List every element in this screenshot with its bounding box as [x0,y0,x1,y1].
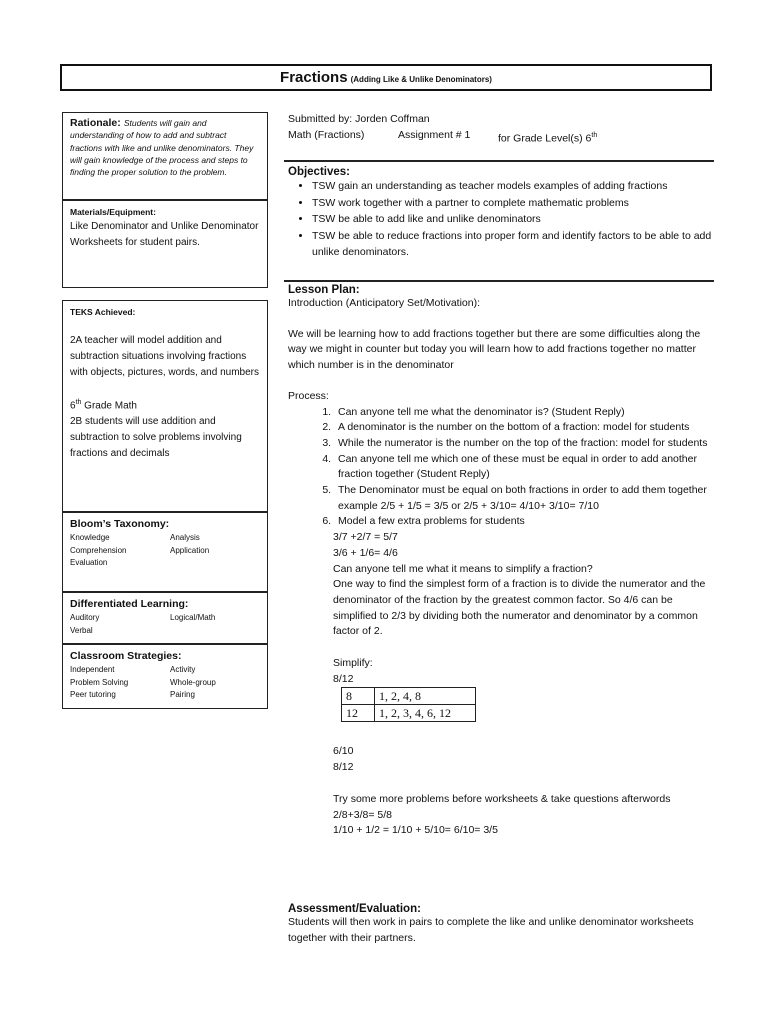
materials-box [62,200,268,288]
list-item: • TSW be able to reduce fractions into proper form and identify factors to be able to add unlike denominators. [312,228,712,261]
list-item: Logical/Math [170,613,216,622]
teks-grade-text: Grade Math [81,400,137,412]
page-title: Fractions [280,69,348,86]
list-item: Verbal [70,625,93,635]
intro-text: We will be learning how to add fractions together but there are some difficulties along the way we might in counter but today you will learn how to add fractions together no matter which number is in the denominator [288,327,701,371]
rationale-heading: Rationale [70,117,118,129]
teks-item-2a: 2A teacher will model addition and subtraction situations involving fractions with objects, pictures, words, and numbers [70,335,259,378]
submission-header [288,112,712,147]
divider [284,160,714,162]
objectives-heading: Objectives: [288,166,350,178]
table-cell: 12 [342,705,375,722]
materials-text: Like Denominator and Unlike Denominator Worksheets for student pairs. [70,221,259,248]
teks-grade-sup: th [75,399,82,406]
objectives-list [288,178,712,261]
list-item: Comprehension [70,545,127,555]
list-item: Whole-group [170,677,216,687]
process-steps [288,405,712,531]
teks-grade-number: 6 [70,400,76,412]
list-item: 5. The Denominator must be equal on both fractions in order to add them together example 2/5 + 1/5 = 3/5 or 2/5 + 3/10= 4/10+ 3/10= 7/10 [334,483,712,514]
list-item: Auditory [70,613,100,622]
try-more: Try some more problems before worksheets & take questions afterwords [333,792,671,805]
example-4: 1/10 + 1/2 = 1/10 + 5/10= 6/10= 3/5 [333,824,498,837]
teks-item-2b: 2B students will use addition and subtraction to solve problems involving fractions and decimals [70,416,242,460]
lesson-heading: Lesson Plan: [288,284,360,296]
example-3: 2/8+3/8= 5/8 [333,808,392,821]
assignment-line [288,128,712,147]
differentiated-list [70,612,260,637]
subject-label: Math (Fractions) [288,128,365,141]
process-label: Process: [288,390,329,402]
simplify-explanation: One way to find the simplest form of a fraction is to divide the numerator and the denominator of the fraction by the greatest common factor. So 4/6 can be simplified to 2/3 by dividing both the numerator and denominator by a common factor of 2. [333,578,706,638]
table-row [342,705,476,722]
strategies-heading: Classroom Strategies: [70,650,182,662]
teks-box [62,300,268,512]
strategies-box [62,644,268,709]
list-item: Pairing [170,690,195,699]
list-item: Independent [70,665,115,674]
differentiated-heading: Differentiated Learning: [70,598,189,610]
table-cell: 1, 2, 3, 4, 6, 12 [375,705,476,722]
assessment-heading: Assessment/Evaluation: [288,903,421,915]
list-item: Peer tutoring [70,690,116,699]
table-cell: 8 [342,688,375,705]
rationale-text: Students will gain and understanding of how to add and subtract fractions with like and unlike denominators. They will gain knowledge of the process and steps to finding the proper solution to the problem. [70,118,254,178]
strategies-list [70,664,260,702]
blooms-heading: Bloom’s Taxonomy: [70,518,170,530]
list-item [170,625,260,638]
simplify-label: Simplify: [333,657,373,670]
assessment-section [288,903,712,946]
table-row [342,688,476,705]
intro-label: Introduction (Anticipatory Set/Motivation): [288,297,481,309]
list-item: Application [170,545,210,555]
teks-heading: TEKS Achieved: [70,307,136,317]
list-item: Evaluation [70,558,108,567]
title-box [60,64,712,91]
list-item: 6. Model a few extra problems for students [334,514,712,530]
list-item: • TSW work together with a partner to complete mathematic problems [312,195,712,212]
grade-text: for Grade Level(s) 6 [498,132,592,144]
lesson-section [288,284,712,839]
list-item: Problem Solving [70,677,129,687]
grade-label [498,128,597,147]
list-item: 2. A denominator is the number on the bottom of a fraction: model for students [334,420,712,436]
list-item: 1. Can anyone tell me what the denominator is? (Student Reply) [334,405,712,421]
assessment-text: Students will then work in pairs to complete the like and unlike denominator worksheets together with their partners. [288,916,694,944]
blooms-list [70,532,260,570]
list-item: • TSW be able to add like and unlike denominators [312,211,712,228]
example-2: 3/6 + 1/6= 4/6 [333,546,398,559]
practice-2: 8/12 [333,761,354,774]
table-cell: 1, 2, 4, 8 [375,688,476,705]
rationale-box: Rationale: Students will gain and understanding of how to add and subtract fractions with like and unlike denominators. They will gain knowledge of the process and steps to finding the proper solution to the problem. [62,112,268,200]
list-item: Knowledge [70,533,110,542]
grade-sup: th [591,131,598,139]
materials-heading: Materials/Equipment: [70,207,156,217]
simplify-question: Can anyone tell me what it means to simplify a fraction? [333,562,593,575]
factor-table [341,687,476,722]
list-item: 4. Can anyone tell me which one of these must be equal in order to add another fraction together (Student Reply) [334,452,712,483]
list-item: Activity [170,665,196,674]
divider [284,280,714,282]
list-item: Analysis [170,533,200,542]
simplify-fraction: 8/12 [333,672,354,685]
list-item: 3. While the numerator is the number on the top of the fraction: model for students [334,436,712,452]
teks-grade-label [70,395,260,414]
list-item [170,557,260,570]
list-item: • TSW gain an understanding as teacher models examples of adding fractions [312,178,712,195]
page-subtitle: (Adding Like & Unlike Denominators) [350,75,492,84]
objectives-section [288,166,712,261]
differentiated-box [62,592,268,644]
practice-1: 6/10 [333,745,354,758]
assignment-label: Assignment # 1 [398,128,471,141]
blooms-box [62,512,268,592]
example-1: 3/7 +2/7 = 5/7 [333,531,398,544]
submitted-by: Submitted by: Jorden Coffman [288,113,430,125]
